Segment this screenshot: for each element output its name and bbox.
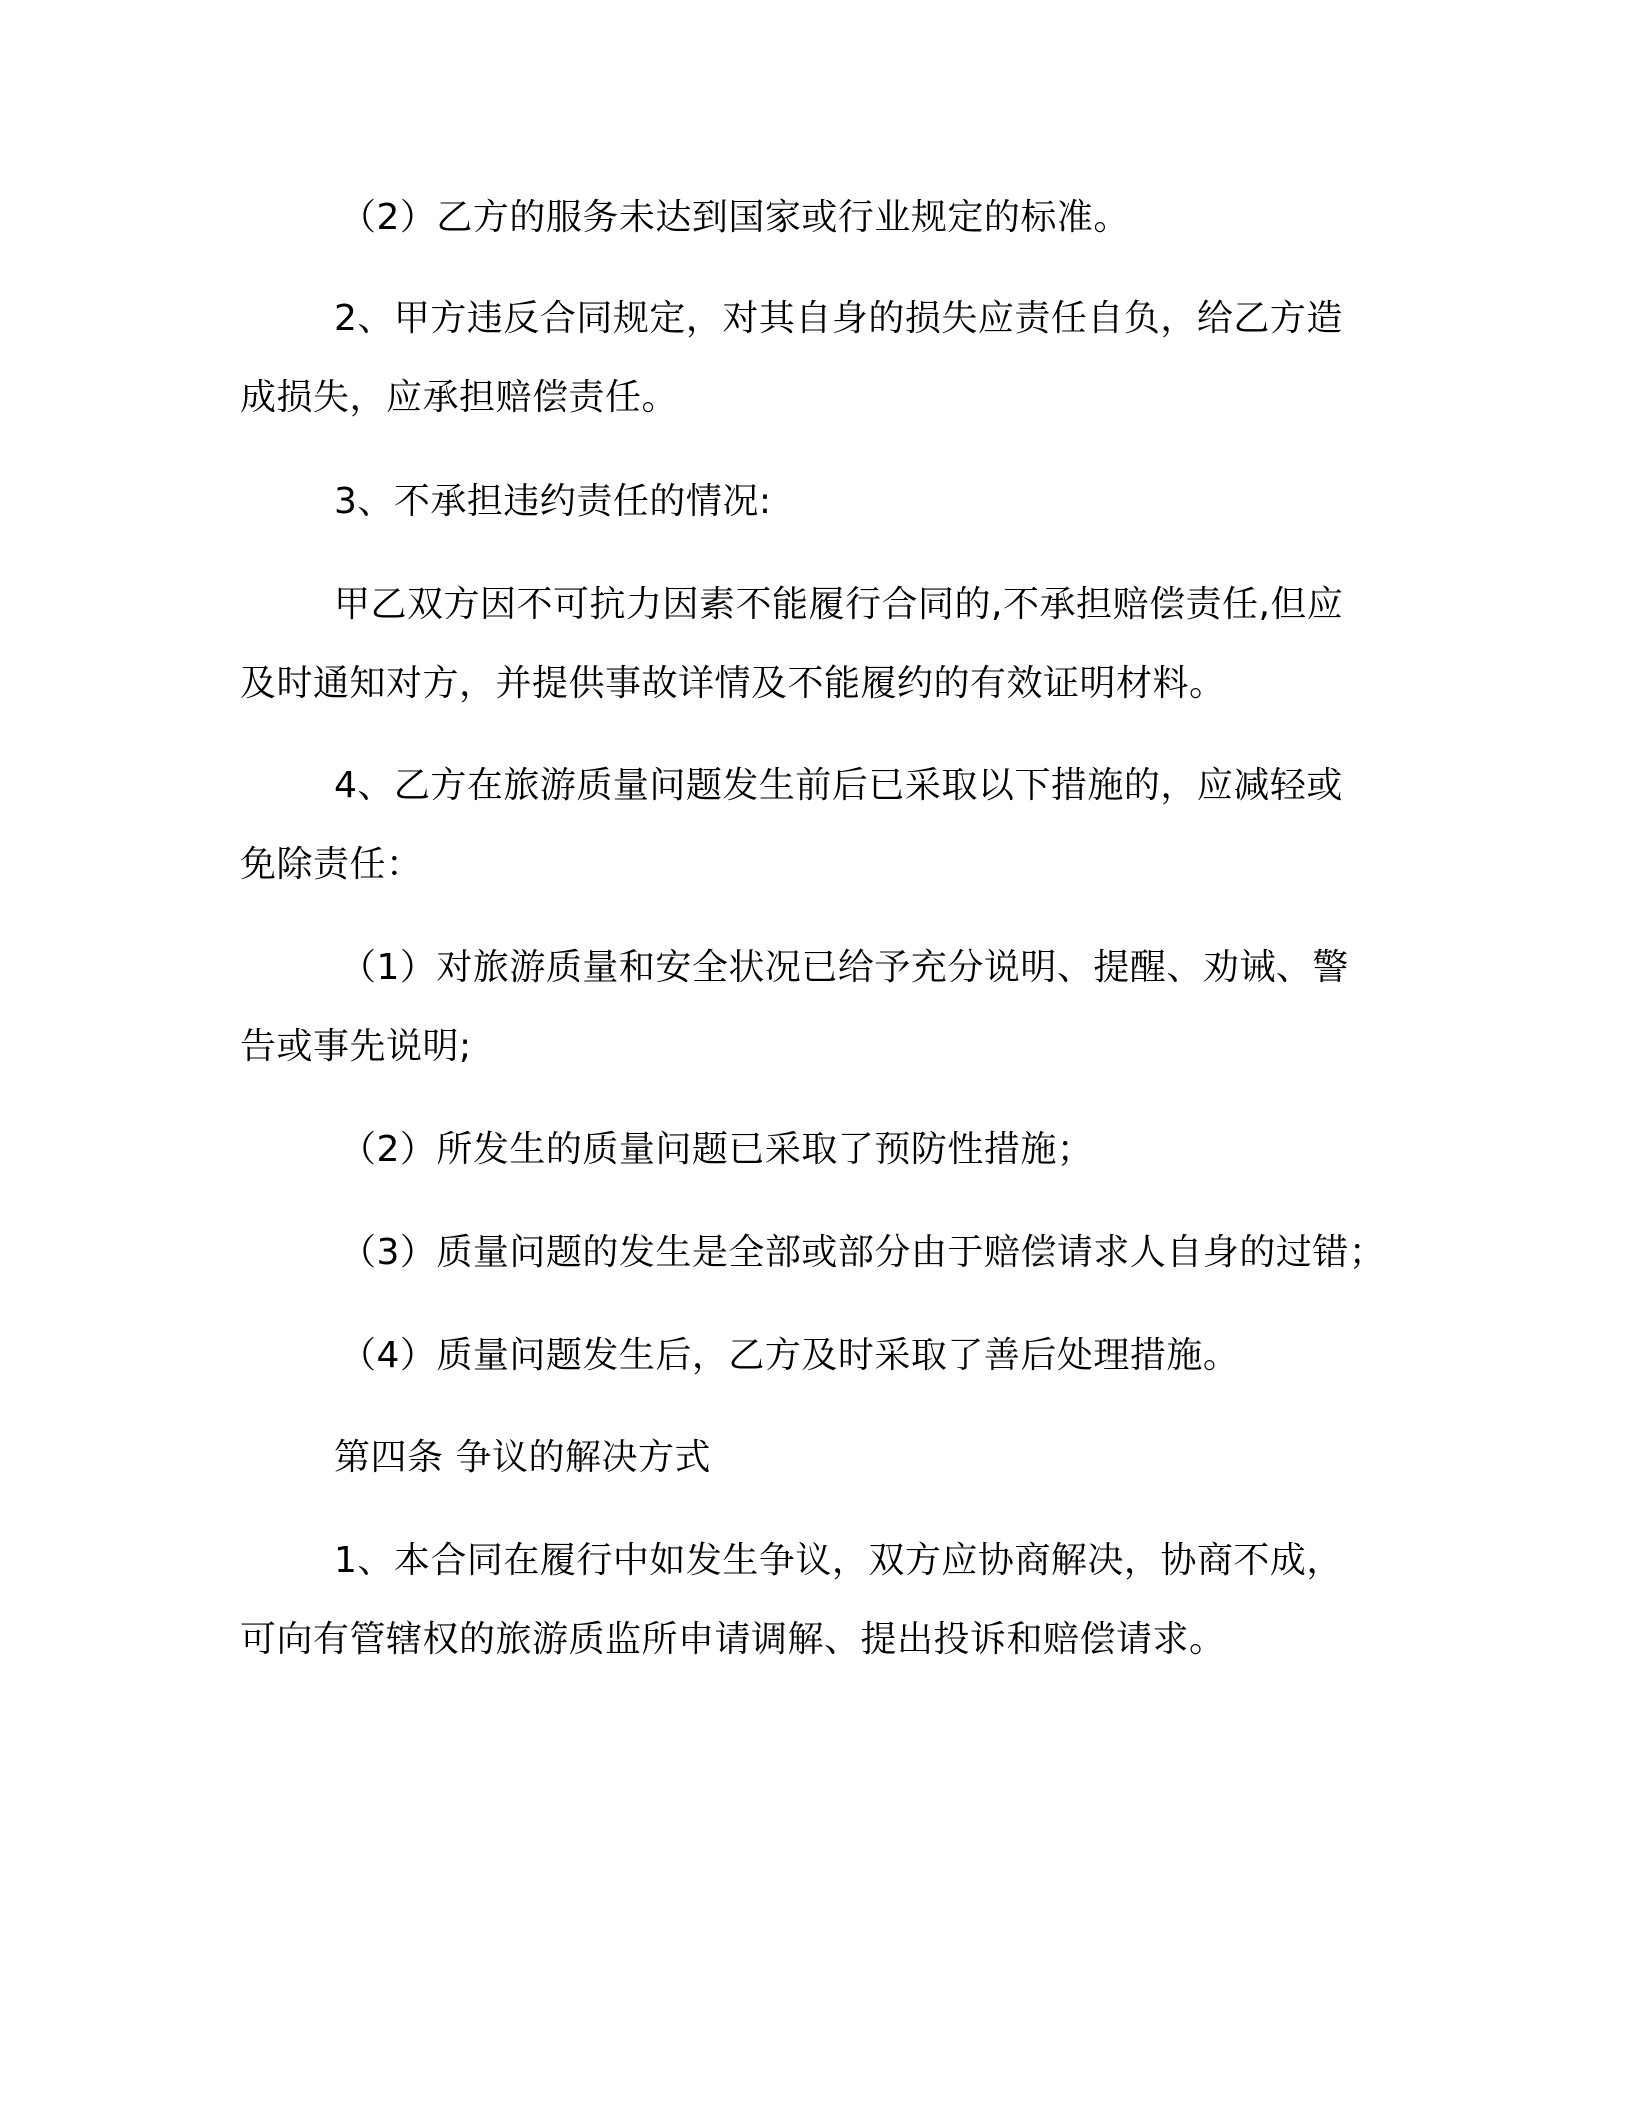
clause-2-line-1: 2、甲方违反合同规定，对其自身的损失应责任自负，给乙方造 [334,298,1343,339]
article-4-heading: 第四条 争议的解决方式 [334,1437,711,1478]
measure-3: （3）质量问题的发生是全部或部分由于赔偿请求人自身的过错； [340,1232,1386,1273]
clause-3-heading: 3、不承担违约责任的情况: [334,481,772,522]
measure-1-line-1: （1）对旅游质量和安全状况已给予充分说明、提醒、劝诫、警 [340,947,1349,988]
dispute-clause-1-line-2: 可向有管辖权的旅游质监所申请调解、提出投诉和赔偿请求。 [240,1619,1226,1660]
dispute-clause-1-line-1: 1、本合同在履行中如发生争议，双方应协商解决，协商不成， [334,1540,1343,1581]
force-majeure-line-2: 及时通知对方，并提供事故详情及不能履约的有效证明材料。 [240,663,1226,704]
clause-4-line-1: 4、乙方在旅游质量问题发生前后已采取以下措施的，应减轻或 [334,765,1343,806]
measure-4: （4）质量问题发生后，乙方及时采取了善后处理措施。 [340,1335,1240,1376]
clause-item-2-service-standard: （2）乙方的服务未达到国家或行业规定的标准。 [340,197,1130,238]
force-majeure-line-1: 甲乙双方因不可抗力因素不能履行合同的,不承担赔偿责任,但应 [334,584,1344,625]
clause-4-line-2: 免除责任： [240,844,423,885]
measure-2: （2）所发生的质量问题已采取了预防性措施； [340,1129,1094,1170]
clause-2-line-2: 成损失，应承担赔偿责任。 [240,377,679,418]
measure-1-line-2: 告或事先说明; [240,1026,472,1067]
